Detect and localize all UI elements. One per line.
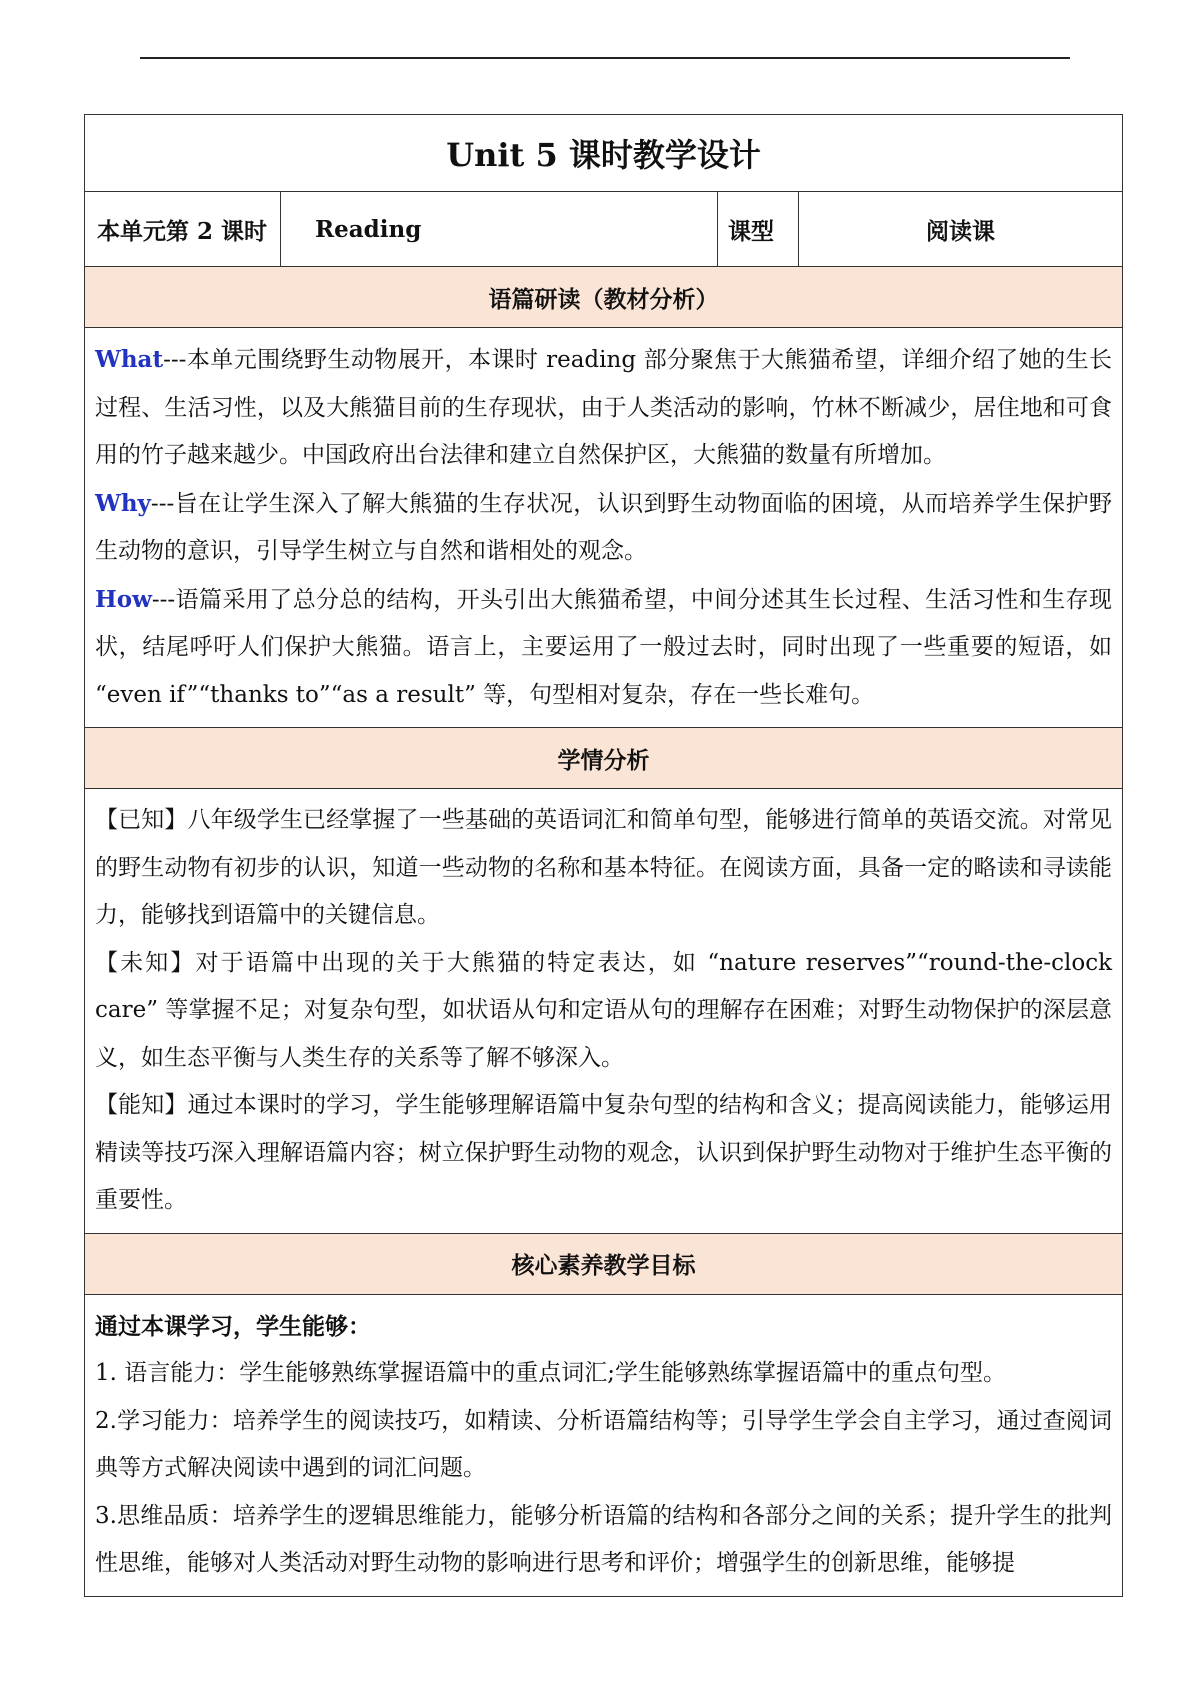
how-keyword: How [95, 585, 152, 613]
objectives-body [85, 1294, 1123, 1596]
what-paragraph [95, 336, 1112, 480]
section-heading-student-analysis: 学情分析 [85, 728, 1123, 789]
unknown-paragraph: 【未知】对于语篇中出现的关于大熊猫的特定表达，如 “nature reserves”“round-the-clock care” 等掌握不足；对复杂句型，如状语从句和定语从句的理解存在困难；对野生动物保护的深层意义，如生态平衡与人类生存的关系等了解不够深入。 [95, 949, 1113, 1071]
lesson-type-label: 课型 [718, 192, 799, 267]
how-text: ---语篇采用了总分总的结构，开头引出大熊猫希望，中间分述其生长过程、生活习性和生存现状，结尾呼吁人们保护大熊猫。语言上，主要运用了一般过去时，同时出现了一些重要的短语，如 “even if”“thanks to”“as a result” 等，句型相对复杂，存在一些长难句。 [95, 586, 1113, 708]
how-paragraph [95, 576, 1112, 720]
why-paragraph [95, 480, 1112, 576]
why-keyword: Why [95, 489, 151, 517]
lesson-number: 本单元第 2 课时 [85, 192, 281, 267]
lesson-topic: Reading [281, 192, 718, 267]
section-heading-text-analysis: 语篇研读（教材分析） [85, 267, 1123, 328]
text-analysis-body [85, 328, 1123, 728]
why-text: ---旨在让学生深入了解大熊猫的生存状况，认识到野生动物面临的困境，从而培养学生保护野生动物的意识，引导学生树立与自然和谐相处的观念。 [95, 490, 1113, 564]
header-rule [140, 57, 1070, 59]
section-heading-objectives: 核心素养教学目标 [85, 1233, 1123, 1294]
page-title: Unit 5 课时教学设计 [85, 115, 1123, 192]
objectives-intro: 通过本课学习，学生能够： [95, 1312, 371, 1340]
what-keyword: What [95, 346, 164, 373]
objective-item-language: 1. 语言能力：学生能够熟练掌握语篇中的重点词汇;学生能够熟练掌握语篇中的重点句型。 [95, 1360, 1007, 1386]
what-text: ---本单元围绕野生动物展开，本课时 reading 部分聚焦于大熊猫希望，详细介绍了她的生长过程、生活习性，以及大熊猫目前的生存现状，由于人类活动的影响，竹林不断减少，居住地和可食用的竹子越来越少。中国政府出台法律和建立自然保护区，大熊猫的数量有所增加。 [95, 347, 1113, 468]
lesson-type-value: 阅读课 [799, 192, 1123, 267]
can-know-paragraph: 【能知】通过本课时的学习，学生能够理解语篇中复杂句型的结构和含义；提高阅读能力，能够运用精读等技巧深入理解语篇内容；树立保护野生动物的观念，认识到保护野生动物对于维护生态平衡的重要性。 [95, 1092, 1113, 1213]
student-analysis-body [85, 789, 1123, 1234]
known-paragraph: 【已知】八年级学生已经掌握了一些基础的英语词汇和简单句型，能够进行简单的英语交流。对常见的野生动物有初步的认识，知道一些动物的名称和基本特征。在阅读方面，具备一定的略读和寻读能力，能够找到语篇中的关键信息。 [95, 807, 1113, 928]
objective-item-thinking: 3.思维品质：培养学生的逻辑思维能力，能够分析语篇的结构和各部分之间的关系；提升学生的批判性思维，能够对人类活动对野生动物的影响进行思考和评价；增强学生的创新思维，能够提 [95, 1502, 1113, 1576]
lesson-plan-table [84, 114, 1123, 1597]
objective-item-learning: 2.学习能力：培养学生的阅读技巧，如精读、分析语篇结构等；引导学生学会自主学习，通过查阅词典等方式解决阅读中遇到的词汇问题。 [95, 1407, 1113, 1481]
